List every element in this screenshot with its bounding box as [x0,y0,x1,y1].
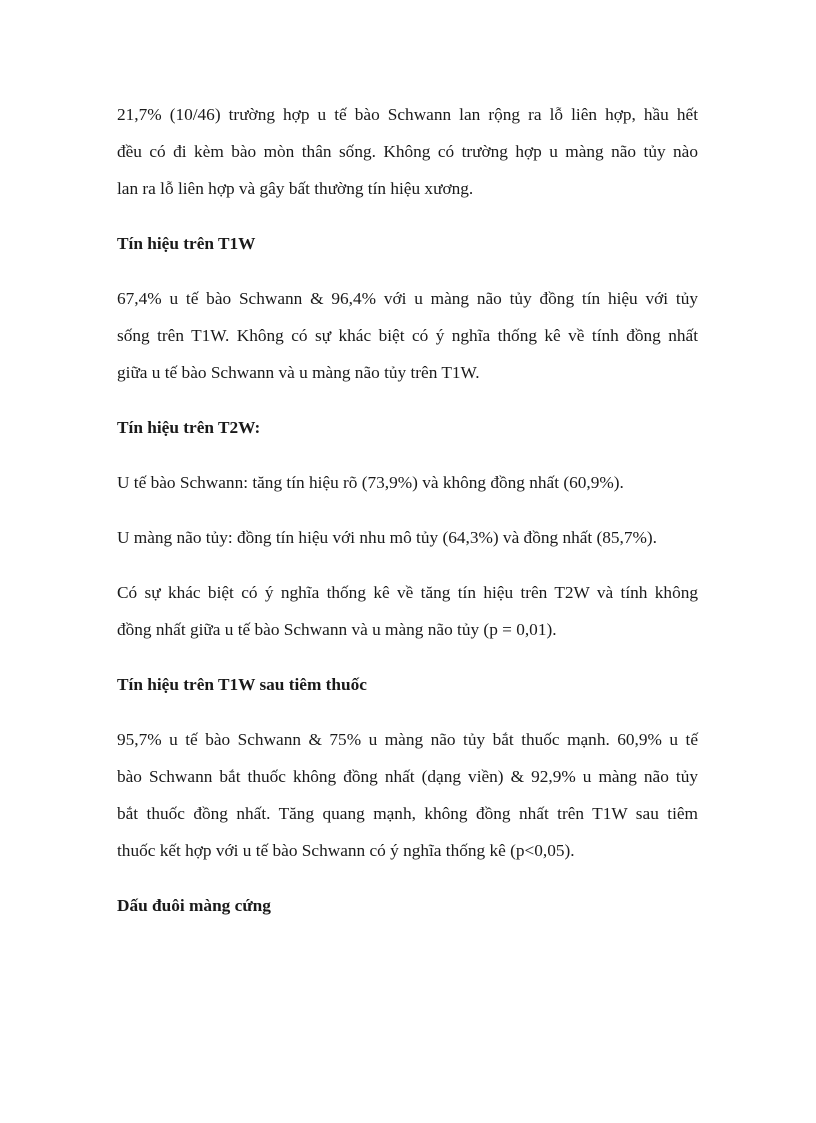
paragraph-meningioma-t2w [117,519,698,556]
paragraph-schwannoma-t2w [117,464,698,501]
text-line: Có sự khác biệt có ý nghĩa thống kê về tăng tín hiệu trên T2W và tính không [117,583,698,602]
text-line: đồng nhất giữa u tế bào Schwann và u màng não tủy (p = 0,01). [117,620,557,639]
text-line: U tế bào Schwann: tăng tín hiệu rõ (73,9%) và không đồng nhất (60,9%). [117,473,624,492]
text-line: bào Schwann bắt thuốc không đồng nhất (dạng viền) & 92,9% u màng não tủy [117,767,698,786]
section-heading-dural-tail: Dấu đuôi màng cứng [117,896,271,915]
text-line: 67,4% u tế bào Schwann & 96,4% với u màng não tủy đồng tín hiệu với tủy [117,289,698,308]
document-body [117,96,698,924]
text-line: 21,7% (10/46) trường hợp u tế bào Schwann lan rộng ra lỗ liên hợp, hầu hết [117,105,698,124]
paragraph-foramen-extension [117,96,698,207]
text-line: giữa u tế bào Schwann và u màng não tủy trên T1W. [117,363,480,382]
text-line: sống trên T1W. Không có sự khác biệt có ý nghĩa thống kê về tính đồng nhất [117,326,698,345]
text-line: bắt thuốc đồng nhất. Tăng quang mạnh, không đồng nhất trên T1W sau tiêm [117,804,698,823]
text-line: 95,7% u tế bào Schwann & 75% u màng não tủy bắt thuốc mạnh. 60,9% u tế [117,730,698,749]
text-line: đều có đi kèm bào mòn thân sống. Không có trường hợp u màng não tủy nào [117,142,698,161]
section-heading-t1w-contrast: Tín hiệu trên T1W sau tiêm thuốc [117,675,367,694]
section-heading-t2w: Tín hiệu trên T2W: [117,418,261,437]
text-line: lan ra lỗ liên hợp và gây bất thường tín hiệu xương. [117,179,474,198]
paragraph-t2w-significance [117,574,698,648]
section-heading-t1w: Tín hiệu trên T1W [117,234,256,253]
text-line: U màng não tủy: đồng tín hiệu với nhu mô tủy (64,3%) và đồng nhất (85,7%). [117,528,657,547]
paragraph-t1w-signal [117,280,698,391]
paragraph-contrast-enhancement [117,721,698,869]
text-line: thuốc kết hợp với u tế bào Schwann có ý nghĩa thống kê (p<0,05). [117,841,575,860]
